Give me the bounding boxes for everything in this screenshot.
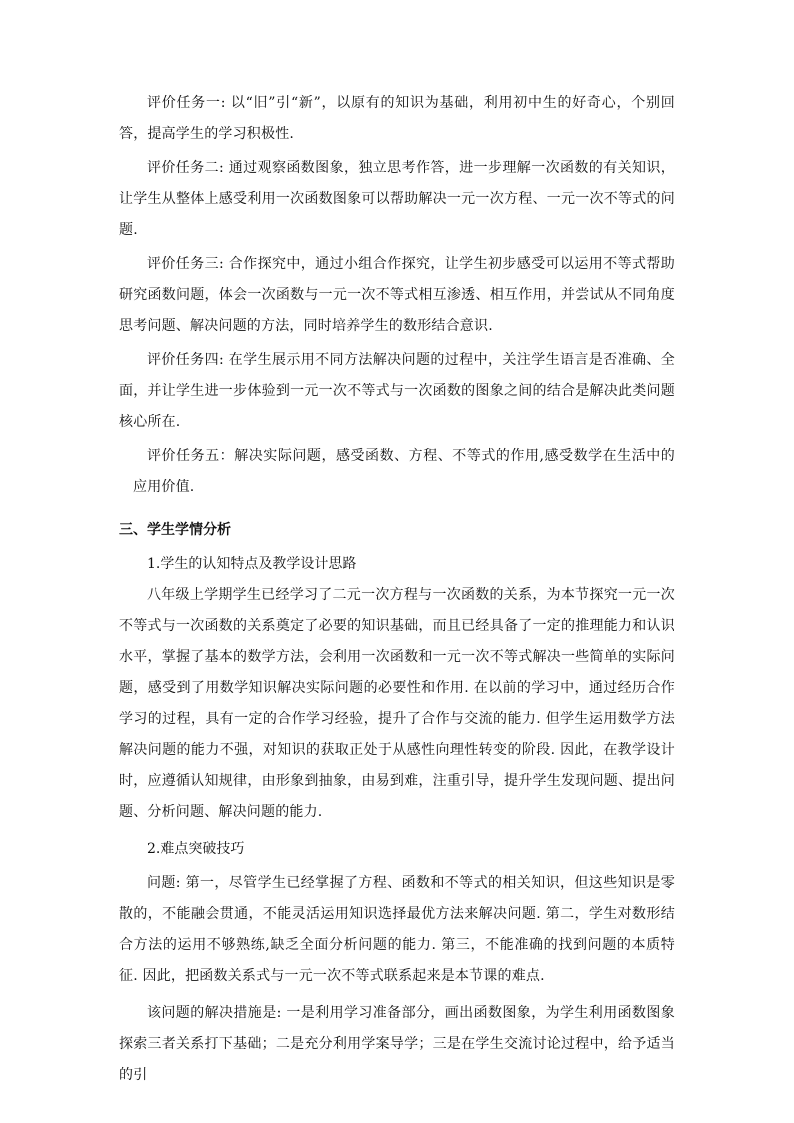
difficulty-problem-paragraph: 问题: 第一，尽管学生已经掌握了方程、函数和不等式的相关知识，但这些知识是零散的，不能融会贯通，不能灵活运用知识选择最优方法来解决问题. 第二，学生对数形结合方法的运用不够熟练,缺乏全面分析问题的能力. 第三，不能准确的找到问题的本质特征. 因此，把函数关系式与一元一次不等式联系起来是本节课的难点.	[119, 875, 675, 984]
evaluation-task-3: 评价任务三: 合作探究中，通过小组合作探究，让学生初步感受可以运用不等式帮助研究函数问题，体会一次函数与一元一次不等式相互渗透、相互作用，并尝试从不同角度思考问题、解决问题的方法，同时培养学生的数形结合意识.	[119, 256, 675, 334]
evaluation-task-5: 评价任务五：解决实际问题，感受函数、方程、不等式的作用,感受数学在生活中的应用价值.	[133, 448, 675, 495]
subsection-title-cognitive: 1.学生的认知特点及教学设计思路	[147, 556, 357, 572]
subsection-title-difficulty: 2.难点突破技巧	[147, 841, 245, 857]
cognitive-analysis-paragraph: 八年级上学期学生已经学习了二元一次方程与一次函数的关系，为本节探究一元一次不等式与一次函数的关系奠定了必要的知识基础，而且已经具备了一定的推理能力和认识水平，掌握了基本的数学方法，会利用一次函数和一元一次不等式解决一些简单的实际问题，感受到了用数学知识解决实际问题的必要性和作用. 在以前的学习中，通过经历合作学习的过程，具有一定的合作学习经验，提升了合作与交流的能力. 但学生运用数学方法解决问题的能力不强，对知识的获取正处于从感性向理性转变的阶段. 因此，在教学设计时，应遵循认知规律，由形象到抽象，由易到难，注重引导，提升学生发现问题、提出问题、分析问题、解决问题的能力.	[119, 587, 675, 820]
evaluation-task-1: 评价任务一: 以“旧”引“新”，以原有的知识为基础，利用初中生的好奇心，个别回答，提高学生的学习积极性.	[119, 95, 675, 142]
evaluation-task-4: 评价任务四: 在学生展示用不同方法解决问题的过程中，关注学生语言是否准确、全面，并让学生进一步体验到一元一次不等式与一次函数的图象之间的结合是解决此类问题核心所在.	[119, 352, 675, 430]
difficulty-solution-paragraph: 该问题的解决措施是: 一是利用学习准备部分，画出函数图象，为学生利用函数图象探索三者关系打下基础；二是充分利用学案导学；三是在学生交流讨论过程中，给予适当的引	[119, 1005, 675, 1083]
section-heading-student-analysis: 三、学生学情分析	[119, 522, 231, 538]
evaluation-task-2: 评价任务二: 通过观察函数图象，独立思考作答，进一步理解一次函数的有关知识，让学生从整体上感受利用一次函数图象可以帮助解决一元一次方程、一元一次不等式的问题.	[119, 160, 675, 238]
document-page	[119, 88, 675, 1091]
